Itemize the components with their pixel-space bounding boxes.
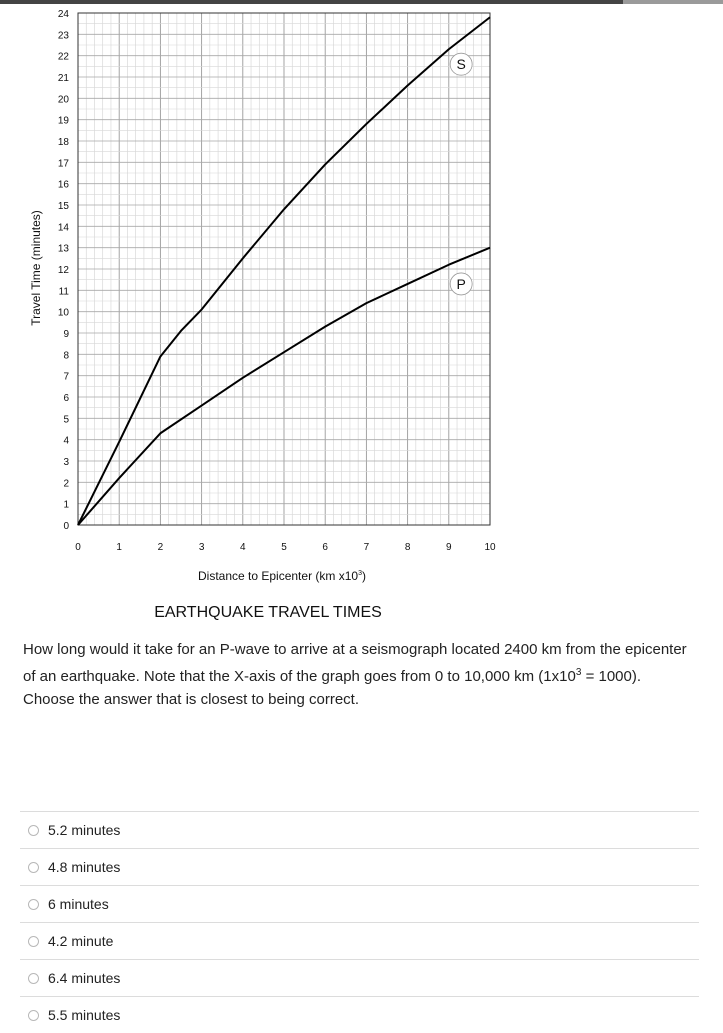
y-tick-label: 15 xyxy=(58,201,70,212)
question-text: How long would it take for an P-wave to arrive at a seismograph located 2400 km from the epicenter of an earthquake. Note that the X-axis of the graph goes from 0 to 10,000 km $(1x10^3 = 1000)$. Choose the answer that is closest to being correct. xyxy=(23,638,693,711)
answer-option-label: 5.2 minutes xyxy=(48,822,120,838)
x-tick-label: 0 xyxy=(75,542,81,553)
y-tick-label: 6 xyxy=(63,393,69,404)
y-tick-label: 14 xyxy=(58,222,70,233)
answer-option-label: 4.8 minutes xyxy=(48,859,120,875)
answer-option[interactable] xyxy=(20,811,699,848)
radio-button[interactable] xyxy=(28,825,39,836)
y-tick-label: 10 xyxy=(58,308,70,319)
radio-button[interactable] xyxy=(28,973,39,984)
answer-option[interactable] xyxy=(20,922,699,959)
y-tick-label: 21 xyxy=(58,73,70,84)
y-tick-label: 19 xyxy=(58,116,70,127)
x-tick-label: 9 xyxy=(446,542,452,553)
y-tick-label: 23 xyxy=(58,30,70,41)
y-tick-label: 3 xyxy=(63,457,69,468)
x-tick-label: 1 xyxy=(116,542,122,553)
series-label-p: P xyxy=(456,276,465,292)
radio-button[interactable] xyxy=(28,936,39,947)
y-tick-label: 12 xyxy=(58,265,70,276)
y-tick-label: 4 xyxy=(63,436,69,447)
y-tick-label: 20 xyxy=(58,94,70,105)
x-tick-label: 5 xyxy=(281,542,287,553)
y-tick-label: 1 xyxy=(63,500,69,511)
answer-option-label: 4.2 minute xyxy=(48,933,113,949)
y-tick-label: 8 xyxy=(63,350,69,361)
y-tick-label: 24 xyxy=(58,9,70,20)
y-tick-label: 2 xyxy=(63,478,69,489)
x-tick-label: 6 xyxy=(322,542,328,553)
chart-grid xyxy=(78,13,490,525)
y-tick-label: 16 xyxy=(58,180,70,191)
chart-title: EARTHQUAKE TRAVEL TIMES xyxy=(154,604,382,621)
y-tick-label: 13 xyxy=(58,244,70,255)
x-tick-label: 10 xyxy=(484,542,496,553)
y-tick-label: 9 xyxy=(63,329,69,340)
x-tick-label: 4 xyxy=(240,542,246,553)
x-tick-label: 2 xyxy=(158,542,164,553)
answer-option-label: 5.5 minutes xyxy=(48,1007,120,1023)
x-axis-label: Distance to Epicenter (km $x10^3$) xyxy=(198,569,366,583)
answer-option[interactable] xyxy=(20,885,699,922)
answer-option[interactable] xyxy=(20,848,699,885)
radio-button[interactable] xyxy=(28,899,39,910)
answer-option-label: 6 minutes xyxy=(48,896,109,912)
y-axis-label: Travel Time (minutes) xyxy=(29,210,43,326)
x-tick-label: 3 xyxy=(199,542,205,553)
answer-option[interactable] xyxy=(20,996,699,1033)
series-label-s: S xyxy=(456,56,465,72)
y-tick-label: 0 xyxy=(63,521,69,532)
radio-button[interactable] xyxy=(28,862,39,873)
y-tick-label: 7 xyxy=(63,372,69,383)
y-tick-labels xyxy=(58,9,70,532)
y-tick-label: 17 xyxy=(58,158,70,169)
answer-options xyxy=(20,811,699,1033)
y-tick-label: 22 xyxy=(58,52,70,63)
answer-option[interactable] xyxy=(20,959,699,996)
y-tick-label: 18 xyxy=(58,137,70,148)
answer-option-label: 6.4 minutes xyxy=(48,970,120,986)
x-tick-label: 7 xyxy=(364,542,370,553)
radio-button[interactable] xyxy=(28,1010,39,1021)
x-tick-labels xyxy=(75,542,496,553)
y-tick-label: 11 xyxy=(59,286,70,297)
y-tick-label: 5 xyxy=(63,414,69,425)
x-tick-label: 8 xyxy=(405,542,411,553)
